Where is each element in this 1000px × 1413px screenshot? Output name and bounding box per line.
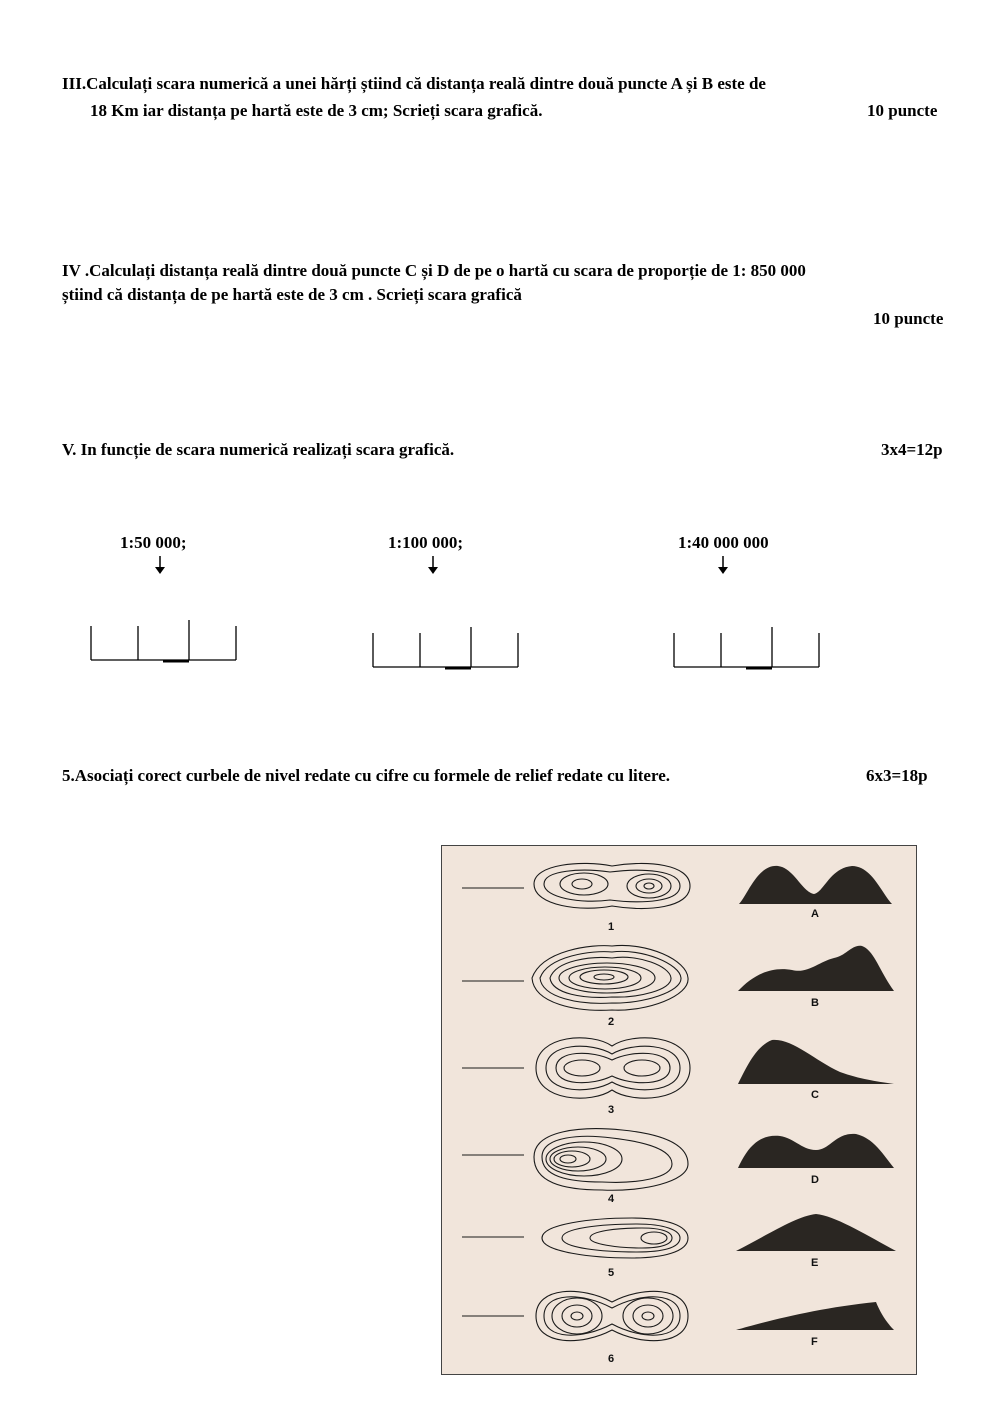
exercise-4-line-2: știind că distanța de pe hartă este de 3 cm . Scrieți scara grafică <box>62 285 522 304</box>
contour-map-5 <box>542 1218 688 1258</box>
relief-profile-B <box>738 946 894 991</box>
contour-number-6: 6 <box>608 1353 615 1365</box>
scale-label-2: 1:100 000; <box>388 533 464 552</box>
exercise-3-points: 10 puncte <box>867 101 938 120</box>
exercise-3-line-1: III.Calculați scara numerică a unei hărți știind că distanța reală dintre două puncte A și B este de <box>62 74 766 93</box>
relief-profile-D <box>738 1134 894 1168</box>
relief-letter-C: C <box>811 1089 819 1101</box>
arrow-down-icon <box>150 556 170 576</box>
exercise-4-points: 10 puncte <box>873 309 944 328</box>
contour-number-1: 1 <box>608 921 615 933</box>
exercise-3-line-2: 18 Km iar distanța pe hartă este de 3 cm; Scrieți scara grafică. <box>90 101 543 120</box>
arrow-down-icon <box>423 556 443 576</box>
graphic-scale-bar <box>671 625 823 671</box>
exercise-6-title: 5.Asociați corect curbele de nivel redate cu cifre cu formele de relief redate cu litere. <box>62 766 670 785</box>
relief-letter-B: B <box>811 997 819 1009</box>
relief-profile-E <box>736 1214 896 1251</box>
relief-profile-F <box>736 1302 894 1330</box>
scale-label-3: 1:40 000 000 <box>678 533 769 552</box>
relief-letter-E: E <box>811 1257 819 1269</box>
contour-map-4 <box>534 1129 688 1191</box>
contour-map-6 <box>536 1291 688 1340</box>
exercise-4-line-1: IV .Calculați distanța reală dintre două puncte C și D de pe o hartă cu scara de proporție de 1: 850 000 <box>62 261 806 280</box>
contour-number-4: 4 <box>608 1193 615 1205</box>
graphic-scale-bar <box>88 618 240 664</box>
contour-map-1 <box>534 863 690 908</box>
exercise-6-points: 6x3=18p <box>866 766 928 785</box>
exercise-5-title: V. In funcție de scara numerică realizați scara grafică. <box>62 440 455 459</box>
graphic-scale-bar <box>370 625 522 671</box>
relief-letter-D: D <box>811 1174 819 1186</box>
contour-number-5: 5 <box>608 1267 615 1279</box>
relief-profile-C <box>738 1040 894 1084</box>
exercise-5-points: 3x4=12p <box>881 440 943 459</box>
relief-profile-A <box>739 866 892 904</box>
arrow-down-icon <box>713 556 733 576</box>
relief-letter-A: A <box>811 908 819 920</box>
scale-label-1: 1:50 000; <box>120 533 187 552</box>
contour-number-3: 3 <box>608 1104 615 1116</box>
contour-relief-figure <box>441 845 917 1375</box>
contour-map-2 <box>532 945 688 1010</box>
contour-map-3 <box>536 1038 690 1098</box>
relief-letter-F: F <box>811 1336 818 1348</box>
contour-number-2: 2 <box>608 1016 615 1028</box>
